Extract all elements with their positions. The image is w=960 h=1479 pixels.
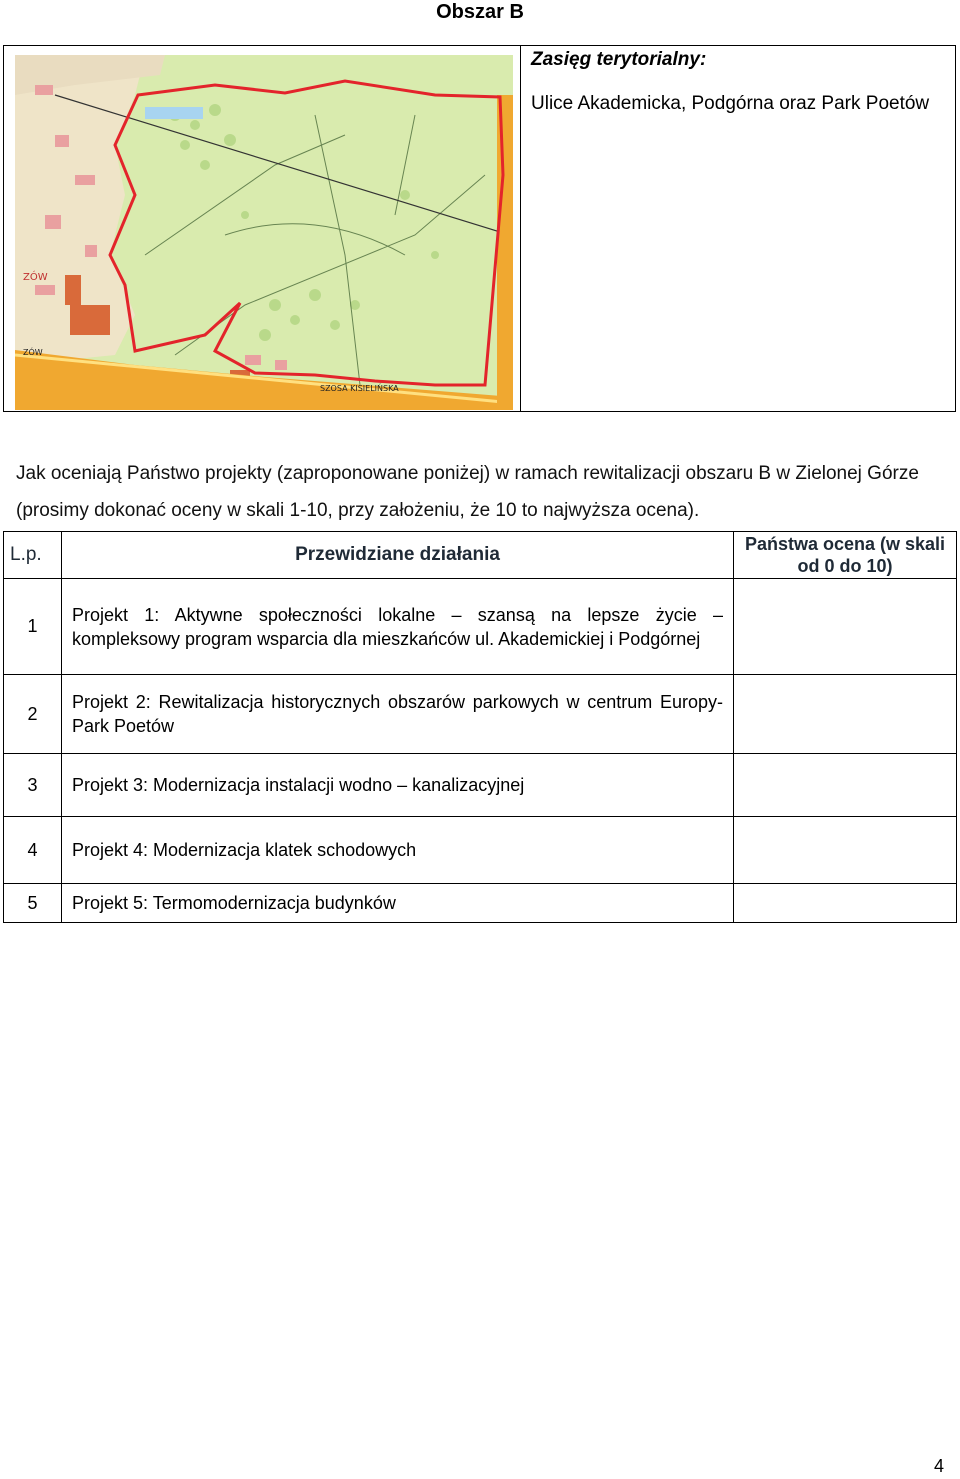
- row-number: 1: [4, 579, 62, 675]
- intro-text: Jak oceniają Państwo projekty (zaproponowane poniżej) w ramach rewitalizacji obszaru B w Zielonej Górze (prosimy dokonać oceny w skali 1-10, przy założeniu, że 10 to najwyższa ocena).: [16, 463, 919, 521]
- row-number: 3: [4, 754, 62, 817]
- row-action: Projekt 5: Termomodernizacja budynków: [62, 884, 734, 923]
- table-row: [4, 579, 957, 675]
- row-action: Projekt 1: Aktywne społeczności lokalne – szansą na lepsze życie – kompleksowy program wsparcia dla mieszkańców ul. Akademickiej i Podgórnej: [62, 579, 734, 675]
- page-title: Obszar B: [436, 1, 524, 23]
- row-number: 5: [4, 884, 62, 923]
- svg-text:ZÓW: ZÓW: [23, 348, 43, 357]
- header-lp: L.p.: [4, 532, 62, 579]
- projects-table: [3, 531, 957, 923]
- row-number: 2: [4, 675, 62, 754]
- column-divider: [520, 46, 521, 411]
- table-row: [4, 884, 957, 923]
- table-row: [4, 754, 957, 817]
- territory-value: Ulice Akademicka, Podgórna oraz Park Poetów: [531, 93, 930, 114]
- score-cell[interactable]: [734, 675, 957, 754]
- header-action: Przewidziane działania: [62, 532, 734, 579]
- area-map: [15, 55, 513, 410]
- svg-text:SZOSA KISIELIŃSKA: SZOSA KISIELIŃSKA: [320, 384, 399, 393]
- svg-text:ZÓW: ZÓW: [23, 272, 48, 283]
- score-cell[interactable]: [734, 884, 957, 923]
- score-cell[interactable]: [734, 754, 957, 817]
- header-score: Państwa ocena (w skali od 0 do 10): [734, 532, 957, 579]
- score-cell[interactable]: [734, 579, 957, 675]
- table-row: [4, 817, 957, 884]
- row-number: 4: [4, 817, 62, 884]
- table-header-row: [4, 532, 957, 579]
- row-action: Projekt 2: Rewitalizacja historycznych obszarów parkowych w centrum Europy- Park Poetów: [62, 675, 734, 754]
- row-action: Projekt 4: Modernizacja klatek schodowych: [62, 817, 734, 884]
- territory-table: [3, 45, 956, 412]
- table-row: [4, 675, 957, 754]
- page-number: 4: [933, 1456, 944, 1476]
- map-image: [15, 55, 513, 410]
- row-action: Projekt 3: Modernizacja instalacji wodno – kanalizacyjnej: [62, 754, 734, 817]
- territory-label: Zasięg terytorialny:: [531, 49, 707, 70]
- score-cell[interactable]: [734, 817, 957, 884]
